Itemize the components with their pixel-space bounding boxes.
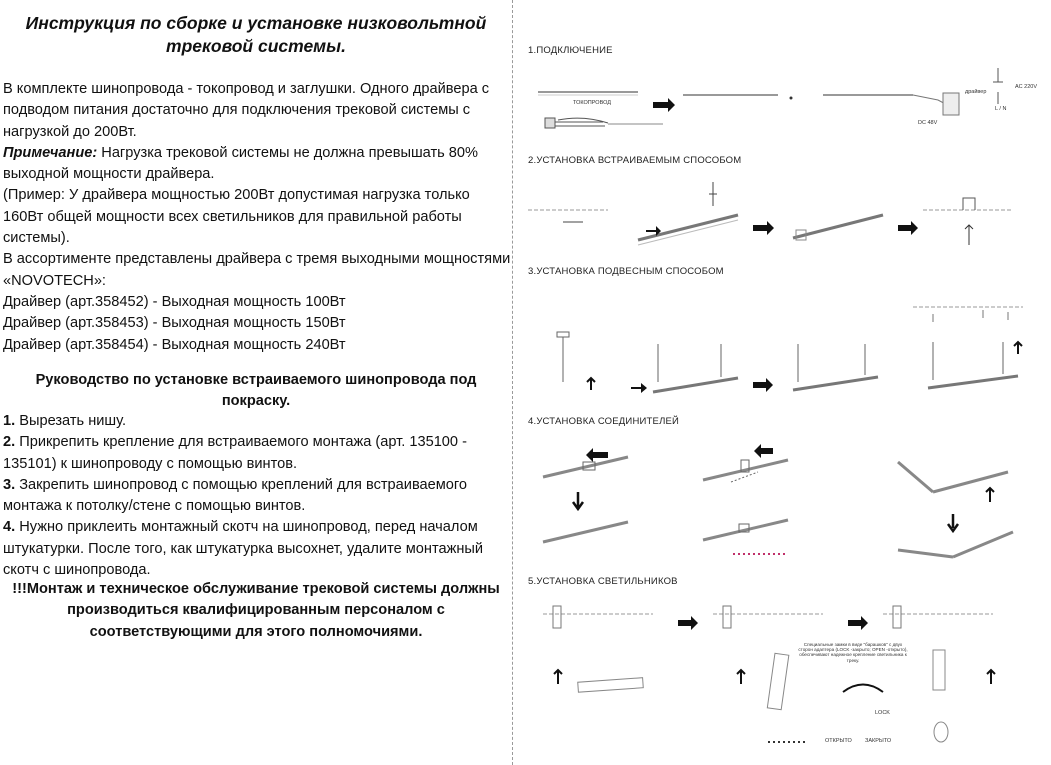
closed-label: ЗАКРЫТО [865, 738, 892, 744]
step-item: 1. Вырезать нишу. [3, 413, 126, 429]
connection-diagram [513, 60, 1051, 140]
intro-paragraph: В комплекте шинопровода - токопровод и заглушки. Одного драйвера с подводом питания достаточно для подключения трековой системы с нагрузкой до 200Вт. [3, 81, 490, 140]
step-item: 2. Прикрепить крепление для встраиваемого монтажа (арт. 135100 - 135101) к шинопроводу с помощью винтов. [3, 434, 467, 472]
arrow-right-icon [753, 221, 774, 235]
example-paragraph: (Пример: У драйвера мощностью 200Вт допустимая нагрузка только 160Вт общей мощности всех светильников для правильной работы системы). [3, 187, 470, 247]
ln-label: L / N [995, 106, 1007, 112]
suspended-install-diagram [513, 282, 1051, 407]
driver-150: Драйвер (арт.358453) - Выходная мощность 150Вт [3, 315, 346, 332]
step-item: 4. Нужно приклеить монтажный скотч на шинопровод, перед началом штукатурки. После того, как штукатурка высохнет, удалите монтажный скотч с шинопровода. [3, 519, 484, 579]
instruction-text-panel [0, 0, 512, 765]
drivers-intro: В ассортименте представлены драйвера с тремя выходными мощностями «NOVOTECH»: [3, 251, 511, 289]
note-paragraph: Примечание: Нагрузка трековой системы не должна превышать 80% выходной мощности драйвера. [3, 144, 479, 183]
section-title-suspended: 3.УСТАНОВКА ПОДВЕСНЫМ СПОСОБОМ [528, 266, 724, 277]
connectors-install-diagram [513, 432, 1051, 572]
ac-label: AC 220V [1015, 84, 1038, 90]
section-title-connection: 1.ПОДКЛЮЧЕНИЕ [528, 45, 613, 56]
conductor-label: ТОКОПРОВОД [573, 100, 611, 106]
lock-note: Специальные замки в виде "барашков" с двух сторон адаптера (LOCK -закрыто; OPEN -открыто), обеспечивают надежное крепление светильника к треку. [798, 642, 908, 663]
open-label: ОТКРЫТО [825, 738, 852, 744]
arrow-right-icon [653, 98, 675, 112]
driver-label: драйвер [965, 89, 987, 95]
illustration-panel [513, 0, 1051, 765]
safety-warning: !!!Монтаж и техническое обслуживание трековой системы должны производиться квалифицированным персоналом с соответствующими для этого полномочиями. [12, 581, 500, 640]
step-item: 3. Закрепить шинопровод с помощью креплений для встраиваемого монтажа к потолку/стене с помощью винтов. [3, 476, 468, 515]
dc-label: DC 48V [918, 120, 938, 126]
section-title-luminaires: 5.УСТАНОВКА СВЕТИЛЬНИКОВ [528, 576, 678, 587]
note-label: Примечание: [3, 144, 98, 161]
lock-label: LOCK [875, 710, 890, 716]
section-title-connectors: 4.УСТАНОВКА СОЕДИНИТЕЛЕЙ [528, 416, 680, 427]
section-title-recessed: 2.УСТАНОВКА ВСТРАИВАЕМЫМ СПОСОБОМ [528, 155, 742, 166]
intro-text [3, 79, 511, 356]
recessed-install-diagram [513, 170, 1051, 265]
luminaires-install-diagram [513, 592, 1051, 762]
install-steps [3, 411, 511, 581]
driver-100: Драйвер (арт.358452) - Выходная мощность 100Вт [3, 293, 346, 310]
driver-240: Драйвер (арт.358454) - Выходная мощность 240Вт [3, 336, 346, 353]
driver-box [943, 93, 959, 115]
install-guide-subtitle: Руководство по установке встраиваемого шинопровода под покраску. [35, 372, 477, 410]
page-title: Инструкция по сборке и установке низковольтной трековой системы. [25, 13, 487, 56]
